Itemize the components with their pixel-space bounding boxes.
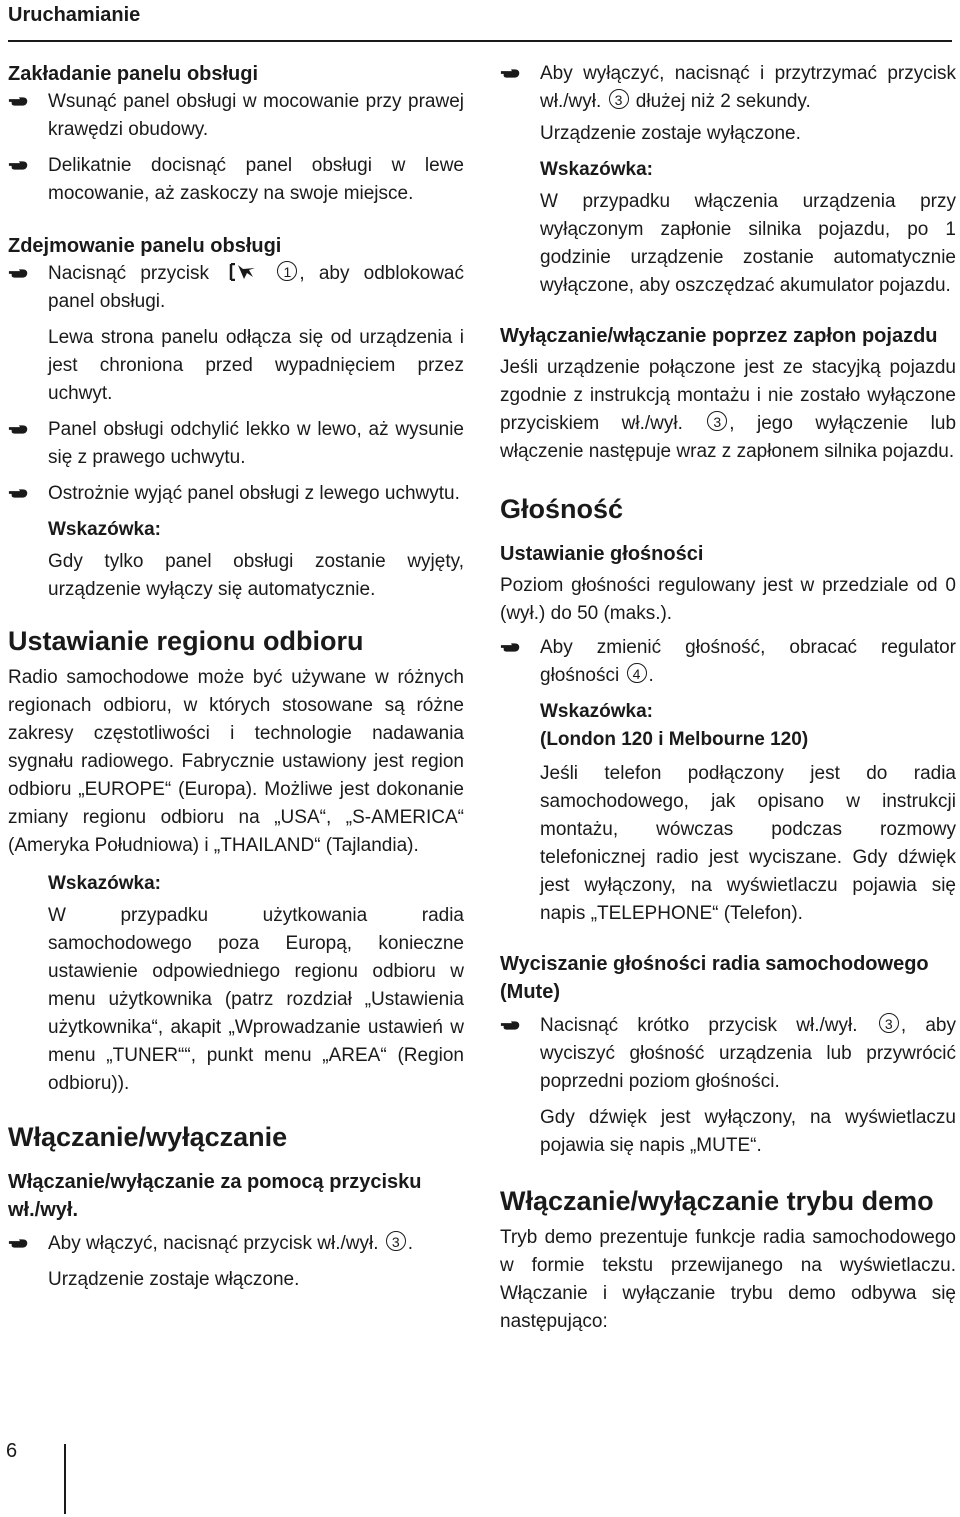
remove-note-text: Gdy tylko panel obsługi zostanie wyjęty, urządzenie wyłączy się automatycznie. — [48, 551, 464, 600]
power-note-text: W przypadku włączenia urządzenia przy wyłączonym zapłonie silnika pojazdu, po 1 godzinie urządzenie zostanie automatycznie wyłączone, aby oszczędzać akumulator pojazdu. — [540, 191, 956, 296]
volume-text: Poziom głośności regulowany jest w przedziale od 0 (wył.) do 50 (maks.). — [500, 575, 956, 624]
demo-text: Tryb demo prezentuje funkcje radia samochodowego w formie tekstu przewijanego na wyświetlaczu. Włączanie i wyłączanie trybu demo odbywa się następująco: — [500, 1227, 956, 1332]
mute-heading: Wyciszanie głośności radia samochodowego (Mute) — [500, 953, 929, 1003]
power-on-text-b: . — [407, 1233, 414, 1254]
callout-number: 3 — [609, 89, 629, 109]
mount-step-2 — [8, 152, 464, 208]
pointing-hand-icon — [8, 486, 30, 500]
pointing-hand-icon — [500, 66, 522, 80]
remove-step-1 — [8, 260, 464, 316]
right-column — [500, 60, 956, 1336]
pointing-hand-icon — [8, 158, 30, 172]
mute-result: Gdy dźwięk jest wyłączony, na wyświetlaczu pojawia się napis „MUTE“. — [540, 1107, 956, 1156]
power-note-label: Wskazówka: — [540, 159, 653, 180]
remove-step-3 — [8, 480, 464, 508]
ignition-heading: Wyłączanie/włączanie poprzez zapłon pojazdu — [500, 325, 938, 347]
pointing-hand-icon — [500, 1018, 522, 1032]
pointing-hand-icon — [8, 266, 30, 280]
pointing-hand-icon — [8, 1236, 30, 1250]
mute-step-text-b: , aby wyciszyć głośność urządzenia lub przywrócić poprzedni poziom głośności. — [540, 1015, 956, 1092]
demo-heading: Włączanie/wyłączanie trybu demo — [500, 1186, 934, 1216]
pointing-hand-icon — [8, 422, 30, 436]
callout-number: 3 — [879, 1013, 899, 1033]
ignition-text — [500, 354, 956, 466]
mute-step-text-a: Nacisnąć krótko przycisk wł./wył. — [540, 1015, 858, 1036]
page-number: 6 — [6, 1440, 18, 1462]
remove-note-label: Wskazówka: — [48, 519, 161, 540]
power-off-step — [500, 60, 956, 116]
region-heading: Ustawianie regionu odbioru — [8, 626, 364, 656]
chapter-title: Uruchamianie — [8, 4, 141, 26]
callout-number: 1 — [277, 261, 297, 281]
power-subheading: Włączanie/wyłączanie za pomocą przycisku wł./wył. — [8, 1171, 422, 1221]
region-text: Radio samochodowe może być używane w różnych regionach odbioru, w których stosowane są różne zakresy częstotliwości i technologie nadawania sygnału radiowego. Fabrycznie ustawiony jest region odbioru „EUROPE“ (Europa). Możliwe jest dokonanie zmiany regionu odbioru na „USA“, „S-AMERICA“ (Ameryka Południowa) i „THAILAND“ (Tajlandia). — [8, 667, 464, 856]
remove-step-1-text-b: , aby odblokować panel obsługi. — [48, 263, 464, 312]
region-note-label: Wskazówka: — [48, 873, 161, 894]
volume-step-text-b: . — [648, 665, 654, 686]
remove-info: Lewa strona panelu odłącza się od urządzenia i jest chroniona przed wypadnięciem przez uchwyt. — [48, 327, 464, 404]
mount-step-2-text: Delikatnie docisnąć panel obsługi w lewe mocowanie, aż zaskoczy na swoje miejsce. — [48, 155, 464, 204]
remove-step-3-text: Ostrożnie wyjąć panel obsługi z lewego uchwytu. — [48, 483, 460, 504]
volume-heading: Głośność — [500, 494, 624, 524]
pointing-hand-icon — [500, 640, 522, 654]
power-heading: Włączanie/wyłączanie — [8, 1122, 288, 1152]
callout-number: 3 — [707, 411, 727, 431]
volume-note-models: (London 120 i Melbourne 120) — [540, 729, 809, 750]
remove-step-2-text: Panel obsługi odchylić lekko w lewo, aż wysunie się z prawego uchwytu. — [48, 419, 464, 468]
volume-step — [500, 634, 956, 690]
volume-note-label: Wskazówka: — [540, 701, 653, 722]
volume-note-text: Jeśli telefon podłączony jest do radia samochodowego, jak opisano w instrukcji montażu, wówczas podczas rozmowy telefonicznej radio jest wyciszane. Gdy dźwięk jest wyłączony, na wyświetlaczu pojawia się napis „TELEPHONE“ (Telefon). — [540, 763, 956, 924]
left-column — [8, 60, 464, 1294]
power-on-result: Urządzenie zostaje włączone. — [48, 1269, 300, 1290]
mount-step-1 — [8, 88, 464, 144]
volume-subheading: Ustawianie głośności — [500, 543, 704, 565]
power-off-text-b: dłużej niż 2 sekundy. — [635, 91, 811, 112]
page-divider — [64, 1444, 66, 1514]
callout-number: 3 — [386, 1231, 406, 1251]
callout-number: 4 — [627, 663, 647, 683]
ignition-text-a: Jeśli urządzenie połączone jest ze stacyjką pojazdu zgodnie z instrukcją montażu i nie zostało wyłączone przyciskiem wł./wył. — [500, 357, 956, 434]
power-off-result: Urządzenie zostaje wyłączone. — [540, 123, 801, 144]
remove-step-1-text-a: Nacisnąć przycisk — [48, 263, 209, 284]
mute-step — [500, 1012, 956, 1096]
remove-step-2 — [8, 416, 464, 472]
remove-heading: Zdejmowanie panelu obsługi — [8, 235, 282, 257]
mount-step-1-text: Wsunąć panel obsługi w mocowanie przy prawej krawędzi obudowy. — [48, 91, 464, 140]
release-key-icon — [229, 263, 257, 281]
power-off-text-a: Aby wyłączyć, nacisnąć i przytrzymać przycisk wł./wył. — [540, 63, 956, 112]
volume-step-text-a: Aby zmienić głośność, obracać regulator głośności — [540, 637, 956, 686]
power-on-step — [8, 1230, 464, 1258]
page-header — [8, 0, 952, 42]
power-on-text-a: Aby włączyć, nacisnąć przycisk wł./wył. — [48, 1233, 379, 1254]
pointing-hand-icon — [8, 94, 30, 108]
mount-heading: Zakładanie panelu obsługi — [8, 63, 259, 85]
region-note-text: W przypadku użytkowania radia samochodowego poza Europą, konieczne ustawienie odpowiedniego regionu odbioru w menu użytkownika (patrz rozdział „Ustawienia użytkownika“, akapit „Wprowadzanie ustawień w menu „TUNER““, punkt menu „AREA“ (Region odbioru)). — [48, 905, 464, 1094]
ignition-text-b: , jego wyłączenie lub włączenie następuje wraz z zapłonem silnika pojazdu. — [500, 413, 957, 462]
